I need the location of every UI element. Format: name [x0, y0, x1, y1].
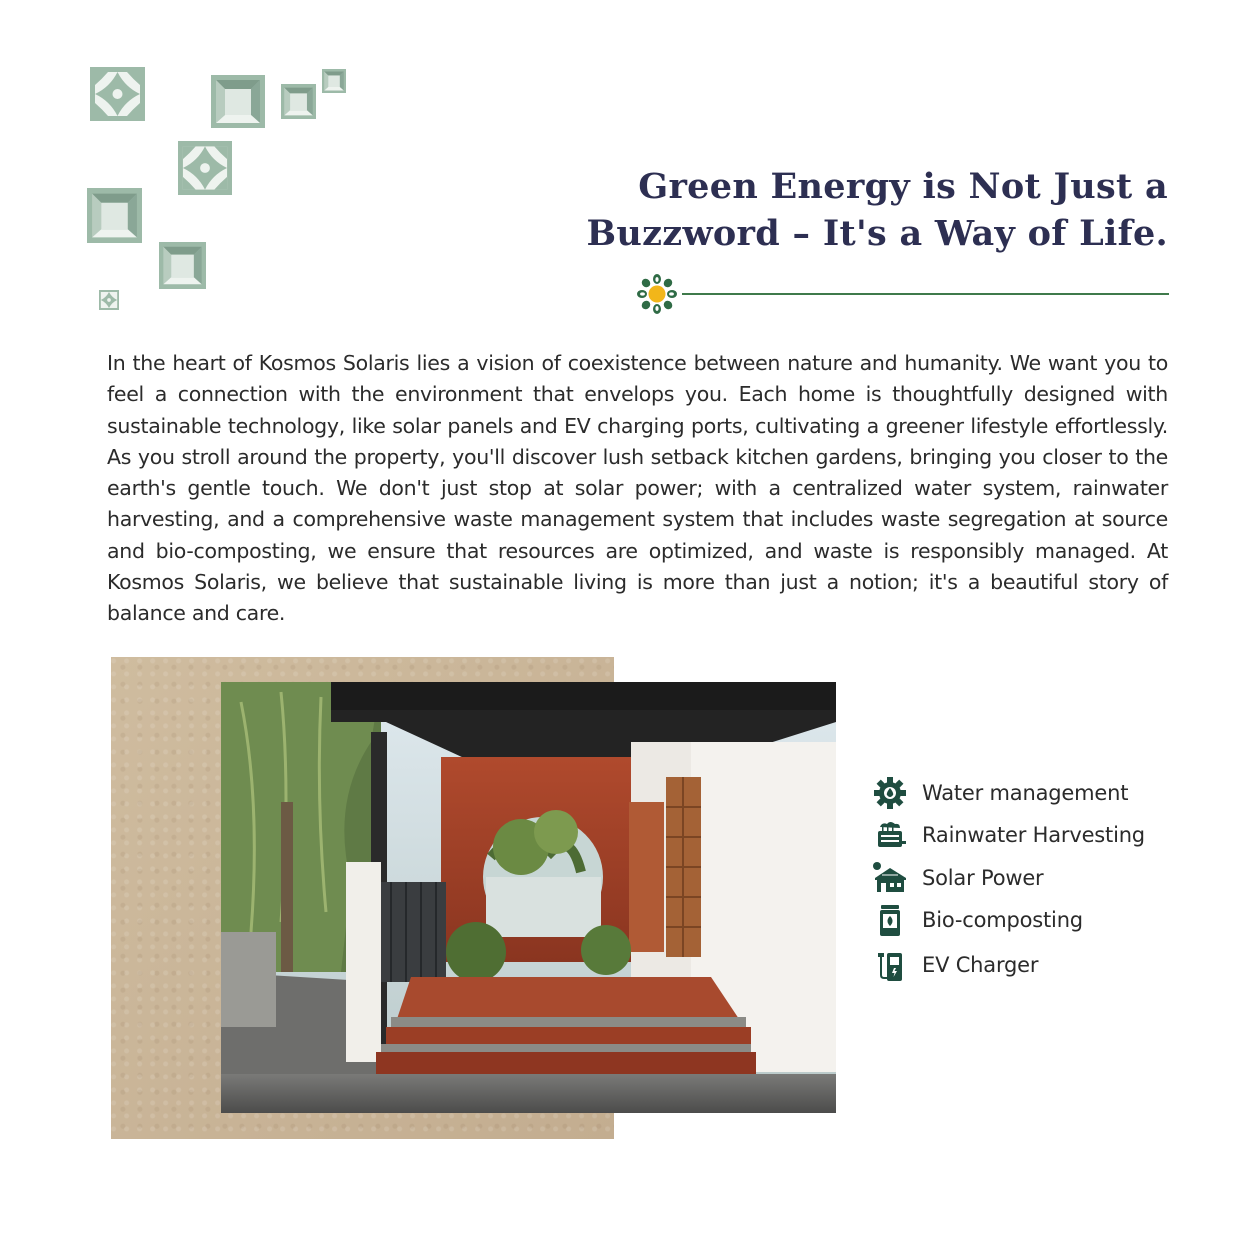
feature-label: Solar Power [922, 866, 1044, 890]
feature-item [872, 947, 1038, 983]
feature-label: Bio-composting [922, 908, 1083, 932]
feature-item [872, 860, 1043, 896]
feature-item [872, 902, 1083, 938]
feature-label: Rainwater Harvesting [922, 823, 1145, 847]
jali-tile-flower [178, 141, 232, 195]
jali-tile-pyramid [211, 75, 265, 128]
jali-tile-pyramid [322, 69, 346, 93]
courtyard-render-image [221, 682, 836, 1113]
intro-paragraph: In the heart of Kosmos Solaris lies a vision of coexistence between nature and humanity. We want you to feel a connection with the environment that envelops you. Each home is thoughtfully designed with sustainable technology, like solar panels and EV charging ports, cultivating a greener lifestyle effortlessly. As you stroll around the property, you'll discover lush setback kitchen gardens, bringing you closer to the earth's gentle touch. We don't just stop at solar power; with a centralized water system, rainwater harvesting, and a comprehensive waste management system that includes waste segregation at source and bio-composting, we ensure that resources are optimized, and waste is responsibly managed. At Kosmos Solaris, we believe that sustainable living is more than just a notion; it's a beautiful story of balance and care. [107, 351, 1168, 626]
gear-water-icon [872, 775, 908, 811]
divider-line [682, 293, 1169, 295]
feature-item [872, 817, 1145, 853]
page-title [548, 163, 1168, 257]
page-title-line-1: Green Energy is Not Just a [638, 166, 1168, 207]
rainwater-tank-icon [872, 817, 908, 853]
jali-tile-pyramid [87, 188, 142, 243]
ev-charger-icon [872, 947, 908, 983]
solar-house-icon [872, 860, 908, 896]
jali-tile-pyramid [159, 242, 206, 289]
page-title-line-2: Buzzword – It's a Way of Life. [586, 213, 1168, 254]
jali-tile-flower [90, 67, 145, 121]
jali-tile-pyramid [281, 84, 316, 119]
feature-label: EV Charger [922, 953, 1039, 977]
jali-tile-flower [99, 290, 119, 310]
feature-item [872, 775, 1128, 811]
sun-flower-emblem-icon [637, 274, 677, 314]
compost-bin-icon [872, 902, 908, 938]
feature-label: Water management [922, 781, 1129, 805]
